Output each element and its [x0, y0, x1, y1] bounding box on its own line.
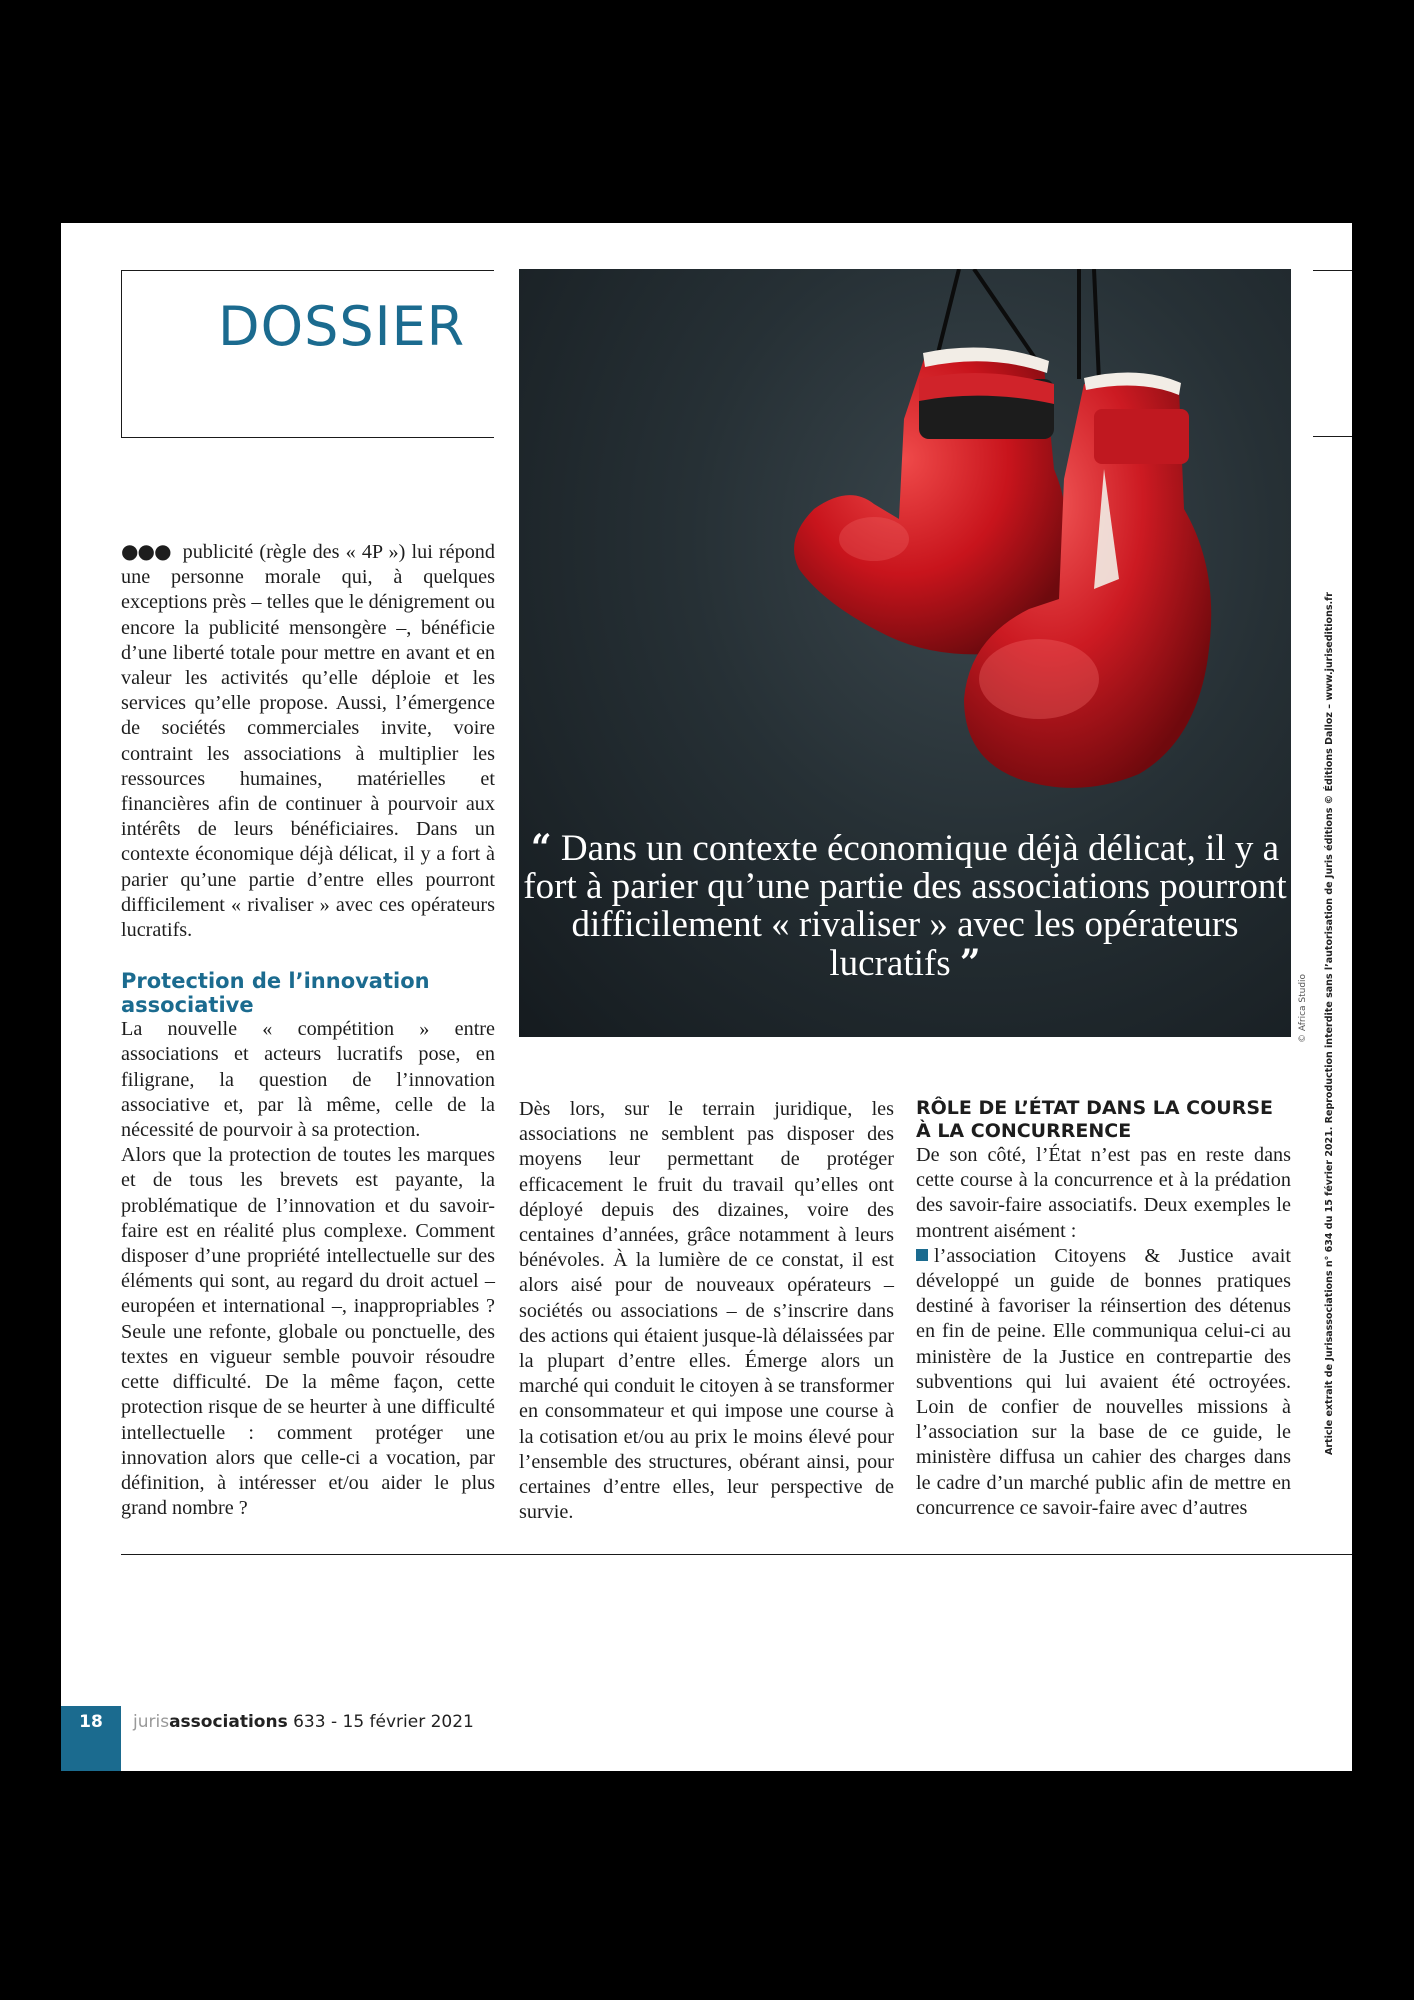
pull-quote-text: Dans un contexte économique déjà délicat, il y a fort à parier qu’une partie des associations pourront difficilement « rivaliser » avec les opérateurs lucratifs: [523, 828, 1287, 984]
pull-quote: [519, 829, 1291, 983]
copyright-notice: Article extrait de Jurisassociations n° 634 du 15 février 2021. Reproduction interdite sans l’autorisation de Juris éditions © Éditions Dalloz – www.juriseditions.fr: [1324, 592, 1335, 1455]
right-rule-bottom: [1313, 436, 1352, 437]
photo-credit: © Africa Studio: [1298, 973, 1308, 1043]
column-1: [121, 539, 495, 1521]
brand-bold: associations: [169, 1712, 288, 1732]
quote-open-mark: “: [530, 827, 552, 869]
magazine-page: [61, 223, 1352, 1771]
bullet-text: l’association Citoyens & Justice avait développé un guide de bonnes pratiques destiné à favoriser la réinsertion des détenus en fin de peine. Elle communiqua celui-ci au ministère de la Justice en contrepartie des subventions qui lui avaient été octroyées. Loin de confier de nouvelles missions à l’association sur la base de ce guide, le ministère diffusa un cahier des charges dans le cadre d’un marché public afin de mettre en concurrence ce savoir-faire avec d’autres: [916, 1244, 1291, 1519]
intro-text: publicité (règle des « 4P ») lui répond une personne morale qui, à quelques exceptions près – telles que le dénigrement ou encore la publicité mensongère –, bénéficie d’une liberté totale pour mettre en avant et en valeur les activités qu’elle déploie et les services qu’elle propose. Aussi, l’émergence de sociétés commerciales invite, voire contraint les associations à multiplier les ressources humaines, matérielles et financières afin de continuer à pourvoir aux intérêts de leurs bénéficiaires. Dans un contexte économique déjà délicat, il y a fort à parier qu’une partie d’entre elles pourront difficilement « rivaliser » avec ces opérateurs lucratifs.: [121, 541, 495, 942]
square-bullet-icon: [916, 1249, 928, 1261]
bottom-rule: [121, 1554, 1352, 1555]
boxing-gloves-photo: [519, 269, 1291, 1037]
intro-paragraph: [121, 539, 495, 943]
quote-close-mark: ”: [959, 942, 981, 984]
section-header-box: [121, 270, 494, 438]
page-number: 18: [61, 1706, 121, 1771]
right-rule-top: [1313, 270, 1352, 271]
paragraph: Dès lors, sur le terrain juridique, les associations ne semblent pas disposer des moyens leur permettant de protéger efficacement le fruit du travail qu’elles ont déployé depuis des dizaines, voire des centaines d’années, grâce notamment à leurs bénévoles. À la lumière de ce constat, il est alors aisé pour de nouveaux opérateurs – sociétés ou associations – de s’inscrire dans des actions qui étaient jusque-là délaissées par la plupart d’entre elles. Émerge alors un marché qui conduit le citoyen à se transformer en consommateur et qui impose une course à la cotisation et/ou au prix le moins élevé pour l’ensemble des structures, obérant ainsi, pour certaines d’entre elles, leur perspective de survie.: [519, 1098, 895, 1524]
paragraph: La nouvelle « compétition » entre associations et acteurs lucratifs pose, en filigrane, la question de l’innovation associative et, par là même, celle de la nécessité de pourvoir à sa protection.: [121, 1018, 495, 1142]
bullet-paragraph: [916, 1244, 1291, 1521]
column-3: [916, 1097, 1291, 1521]
paragraph: Alors que la protection de toutes les marques et de tous les brevets est payante, la problématique de l’innovation et du savoir-faire est en réalité plus complexe. Comment disposer d’une propriété intellectuelle sur des éléments qui sont, au regard du droit actuel – européen et international –, inappropriables ? Seule une refonte, globale ou ponctuelle, des textes en vigueur semble pouvoir résoudre cette difficulté. De la même façon, cette protection risque de se heurter à une difficulté intellectuelle : comment protéger une innovation alors que celle-ci a vocation, par définition, à intéresser et/ou aider le plus grand nombre ?: [121, 1144, 495, 1520]
subheading-etat: RÔLE DE L’ÉTAT DANS LA COURSE À LA CONCURRENCE: [916, 1097, 1273, 1142]
brand-light: juris: [133, 1712, 170, 1732]
paragraph: De son côté, l’État n’est pas en reste dans cette course à la concurrence et à la prédation des savoir-faire associatifs. Deux exemples le montrent aisément :: [916, 1144, 1291, 1242]
continuation-bullets: ●●●: [121, 539, 171, 563]
column-2: [519, 1097, 894, 1525]
section-title: DOSSIER: [218, 295, 466, 358]
subheading-innovation: Protection de l’innovation associative: [121, 969, 430, 1018]
issue-info: 633 - 15 février 2021: [293, 1712, 474, 1732]
footer-publication: [133, 1712, 474, 1732]
